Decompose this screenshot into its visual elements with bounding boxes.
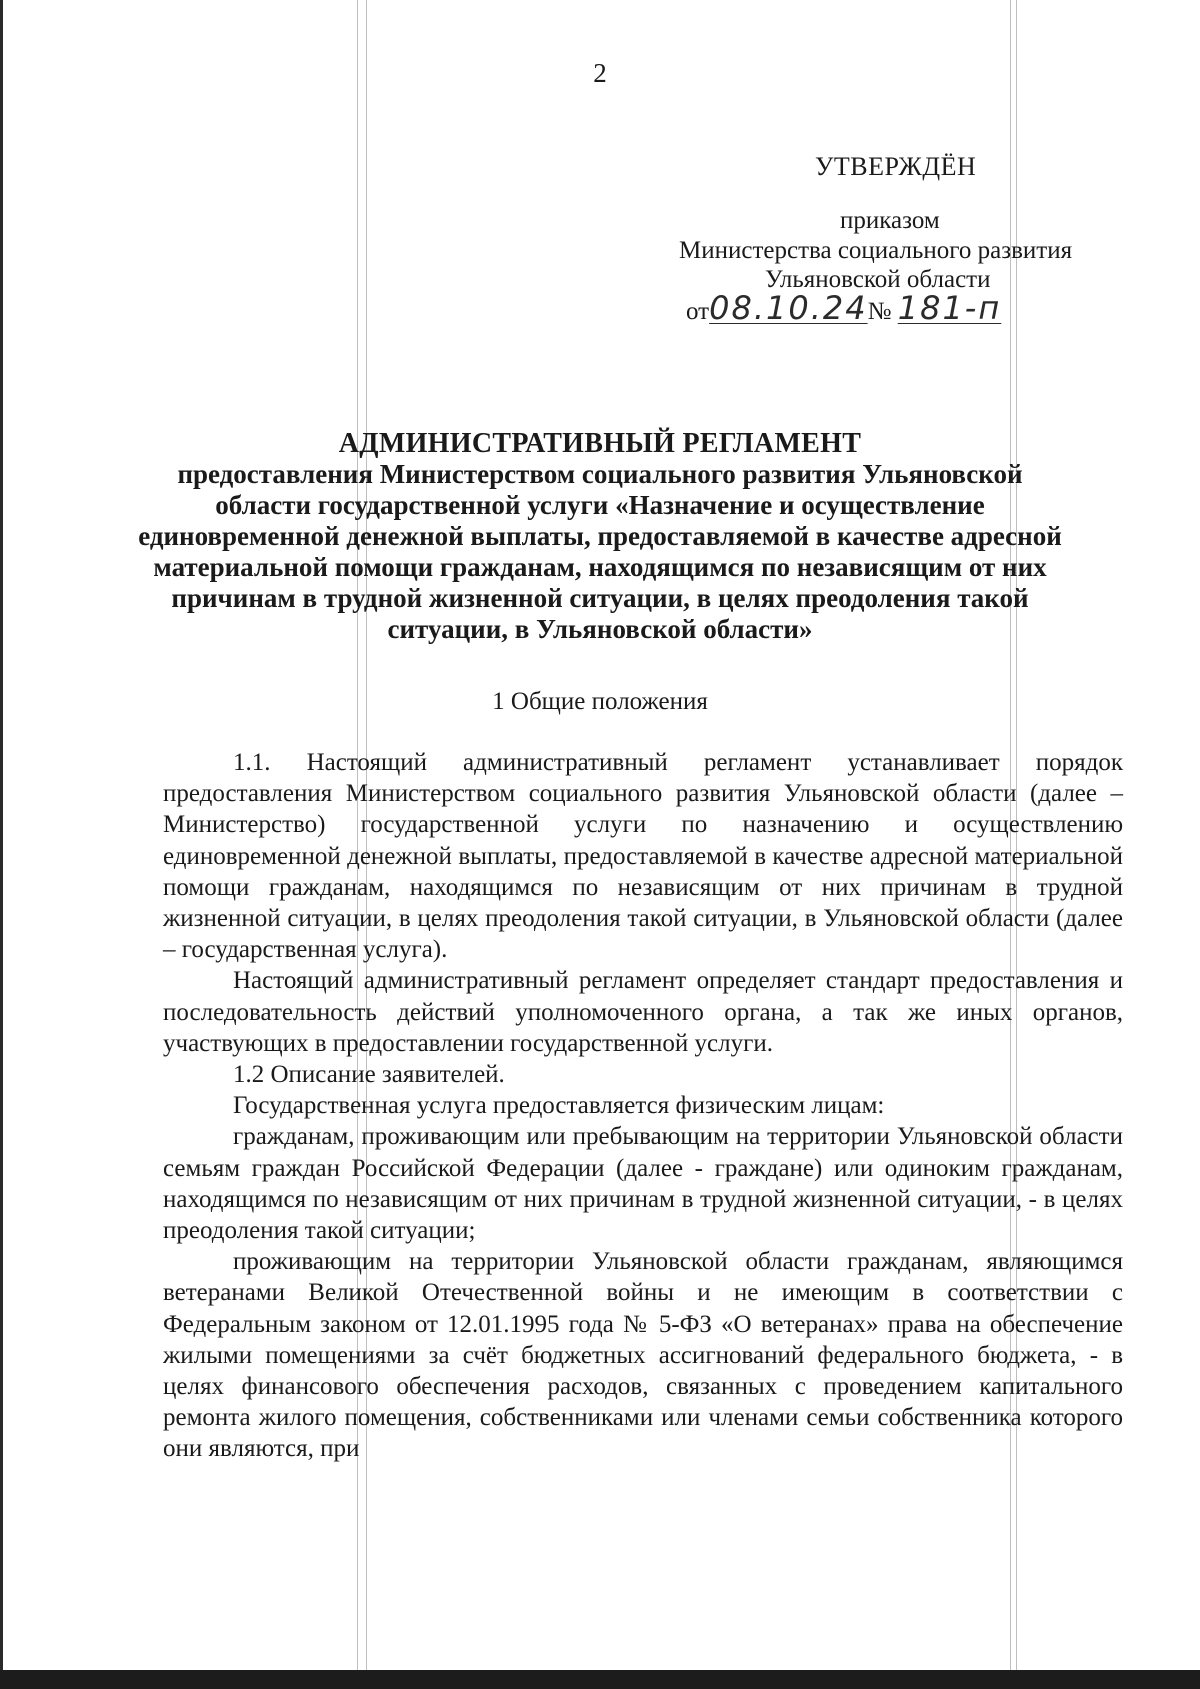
title-line: ситуации, в Ульяновской области» — [387, 614, 813, 644]
scan-edge-bottom — [0, 1670, 1200, 1689]
body-text — [163, 747, 1123, 1465]
approval-date-number-line — [686, 289, 1002, 327]
paragraph: Настоящий административный регламент определяет стандарт предоставления и последовательность действий уполномоченного органа, а так же иных органов, участвующих в предоставлении государственной услуги. — [163, 967, 1123, 1057]
title-main: АДМИНИСТРАТИВНЫЙ РЕГЛАМЕНТ — [338, 428, 862, 459]
handwritten-date: 08.10.24 — [709, 289, 868, 327]
scan-edge-left — [0, 0, 3, 1689]
title-line: материальной помощи гражданам, находящимся по независящим от них — [153, 552, 1047, 582]
section-title: 1 Общие положения — [492, 688, 708, 715]
page-number: 2 — [593, 58, 607, 88]
approval-heading: УТВЕРЖДЁН — [815, 152, 977, 181]
approval-line: приказом — [840, 207, 940, 234]
paragraph: 1.2 Описание заявителей. — [233, 1061, 505, 1089]
handwritten-number: 181-п — [897, 289, 1002, 327]
approval-line: Министерства социального развития — [679, 237, 1073, 264]
title-line: области государственной услуги «Назначение и осуществление — [215, 490, 985, 520]
title-line: причинам в трудной жизненной ситуации, в целях преодоления такой — [171, 583, 1029, 613]
number-label: № — [867, 298, 892, 325]
document-title — [0, 428, 1200, 645]
paragraph: проживающим на территории Ульяновской области гражданам, являющимся ветеранами Великой Отечественной войны и не имеющим в соответствии с Федеральным законом от 12.01.1995 года № 5-ФЗ «О ветеранах» права на обеспечение жилыми помещениями за счёт бюджетных ассигнований федерального бюджета, - в целях финансового обеспечения расходов, связанных с проведением капитального ремонта жилого помещения, собственниками или членами семьи собственника которого они являются, при — [163, 1248, 1123, 1463]
approval-line: Ульяновской области — [765, 266, 991, 293]
paragraph: Государственная услуга предоставляется физическим лицам: — [233, 1092, 885, 1120]
paragraph: гражданам, проживающим или пребывающим на территории Ульяновской области семьям граждан Российской Федерации (далее - граждане) или одиноким гражданам, находящимся по независящим от них причинам в трудной жизненной ситуации, - в целях преодоления такой ситуации; — [163, 1123, 1123, 1245]
from-label: от — [686, 298, 710, 325]
paragraph: 1.1. Настоящий административный регламент устанавливает порядок предоставления Министерством социального развития Ульяновской области (далее – Министерство) государственной услуги по назначению и осуществлению единовременной денежной выплаты, предоставляемой в качестве адресной материальной помощи гражданам, находящимся по независящим от них причинам в трудной жизненной ситуации, в целях преодоления такой ситуации, в Ульяновской области (далее – государственная услуга). — [163, 749, 1123, 964]
title-line: единовременной денежной выплаты, предоставляемой в качестве адресной — [138, 521, 1062, 551]
title-line: предоставления Министерством социального развития Ульяновской — [177, 459, 1023, 489]
